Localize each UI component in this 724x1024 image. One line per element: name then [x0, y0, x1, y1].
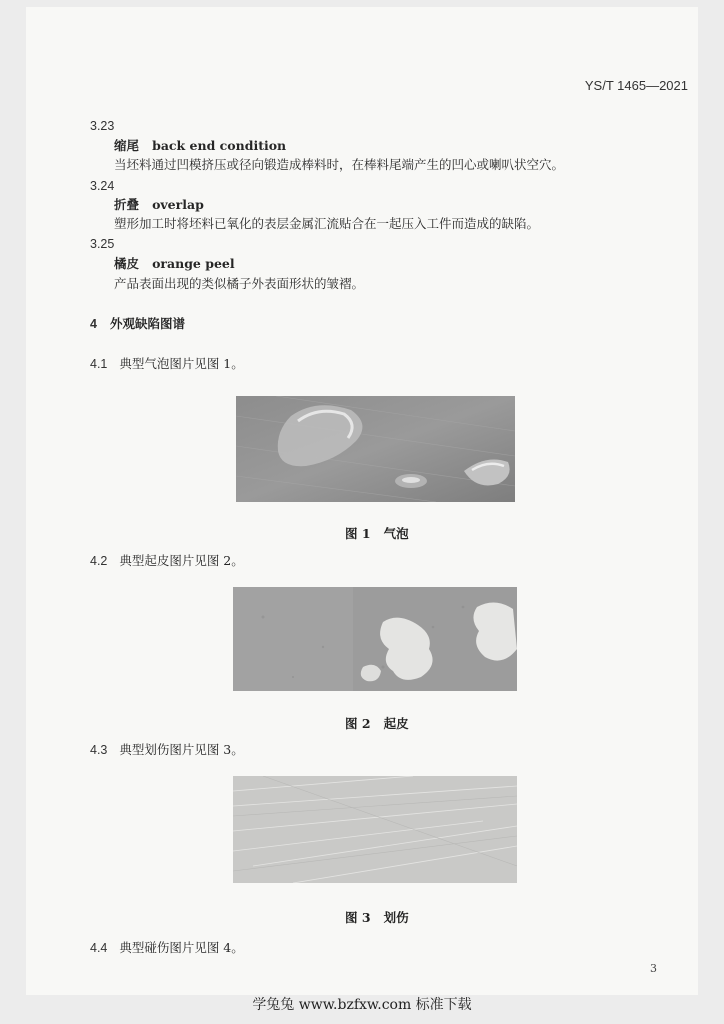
term-definition: 产品表面出现的类似橘子外表面形状的皱褶。 — [114, 276, 365, 291]
subsection — [90, 553, 244, 569]
subsection-number: 4.3 — [90, 743, 108, 757]
standard-number: YS/T 1465—2021 — [584, 78, 688, 93]
subsection-number: 4.1 — [90, 357, 108, 371]
term-heading — [114, 197, 204, 213]
figure-title: 气泡 — [383, 526, 409, 541]
subsection-text: 典型气泡图片见图 1。 — [119, 356, 244, 371]
subsection-text: 典型碰伤图片见图 4。 — [119, 940, 244, 955]
term-zh: 折叠 — [114, 197, 140, 212]
figure-label: 图 1 — [345, 526, 371, 541]
term-number: 3.25 — [90, 237, 115, 251]
section-number: 4 — [90, 317, 97, 331]
figure-title: 划伤 — [383, 910, 409, 925]
term-en: orange peel — [152, 256, 235, 271]
figure-label: 图 3 — [345, 910, 371, 925]
term-zh: 缩尾 — [114, 138, 140, 153]
term-heading — [114, 138, 286, 154]
figure-caption — [345, 908, 409, 926]
figure-caption — [345, 714, 409, 732]
figure-3-scratch-photo — [233, 776, 517, 883]
subsection-text: 典型起皮图片见图 2。 — [119, 553, 244, 568]
subsection-number: 4.4 — [90, 941, 108, 955]
page-number: 3 — [650, 962, 657, 975]
subsection — [90, 742, 244, 758]
term-en: back end condition — [152, 138, 287, 153]
term-definition: 塑形加工时将坯料已氧化的表层金属汇流贴合在一起压入工件而造成的缺陷。 — [114, 216, 540, 231]
figure-label: 图 2 — [345, 716, 371, 731]
figure-1-bubble-photo — [236, 396, 515, 502]
term-zh: 橘皮 — [114, 256, 140, 271]
term-number: 3.24 — [90, 179, 115, 193]
figure-caption — [345, 524, 409, 542]
figure-title: 起皮 — [383, 716, 409, 731]
subsection — [90, 940, 244, 956]
term-number: 3.23 — [90, 119, 115, 133]
subsection — [90, 356, 244, 372]
term-heading — [114, 256, 235, 272]
section-heading — [90, 316, 185, 332]
site-footer: 学兔兔 www.bzfxw.com 标准下载 — [252, 997, 472, 1013]
subsection-number: 4.2 — [90, 554, 108, 568]
subsection-text: 典型划伤图片见图 3。 — [119, 742, 244, 757]
term-en: overlap — [152, 197, 204, 212]
term-definition: 当坯料通过凹模挤压或径向锻造成棒料时，在棒料尾端产生的凹心或喇叭状空穴。 — [114, 157, 565, 172]
figure-2-peeling-photo — [233, 587, 517, 691]
section-title: 外观缺陷图谱 — [110, 316, 186, 331]
